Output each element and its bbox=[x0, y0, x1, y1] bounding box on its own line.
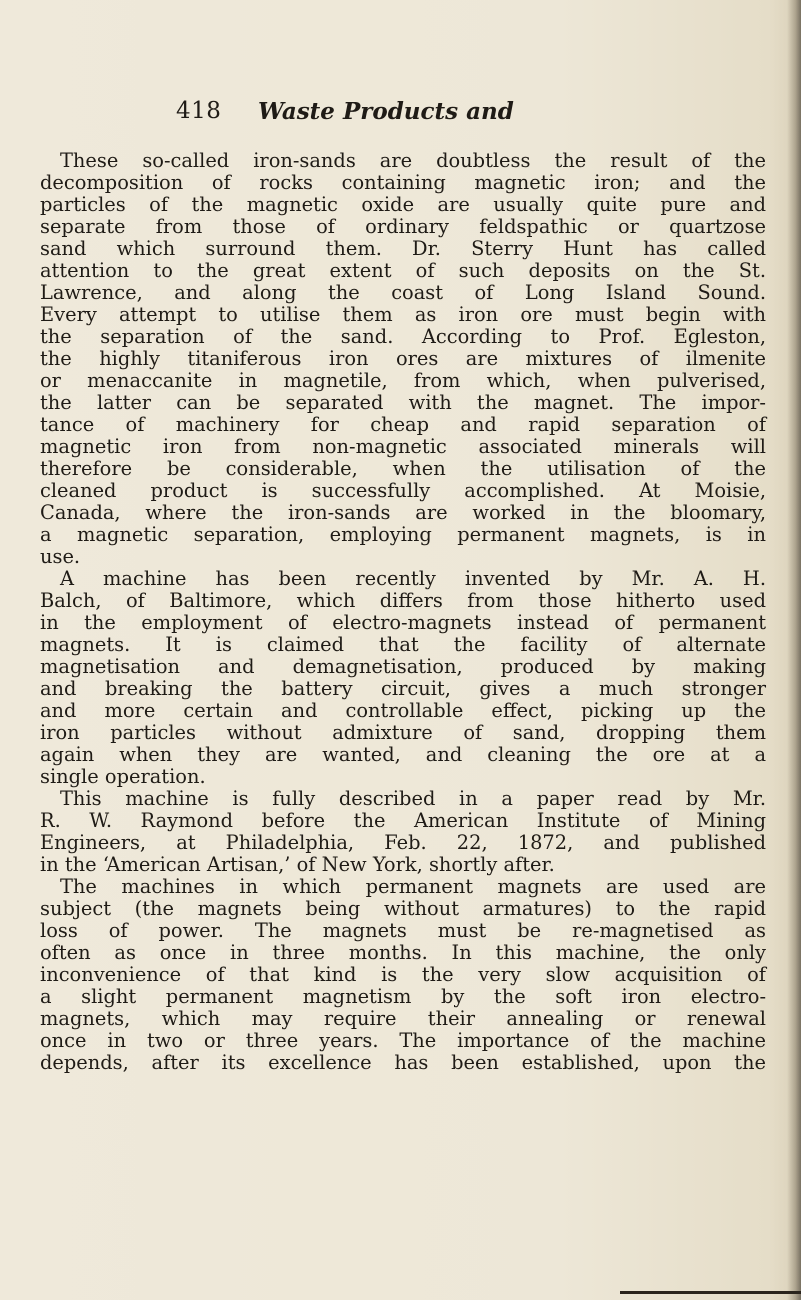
text-line: cleaned product is successfully accomplished. At Moisie, bbox=[40, 479, 766, 502]
text-line: particles of the magnetic oxide are usually quite pure and bbox=[40, 193, 766, 216]
text-line: This machine is fully described in a paper read by Mr. bbox=[60, 787, 766, 810]
page-header bbox=[176, 98, 696, 132]
text-line: iron particles without admixture of sand, dropping them bbox=[40, 721, 766, 744]
running-title: Waste Products and bbox=[258, 98, 514, 125]
text-line: again when they are wanted, and cleaning the ore at a bbox=[40, 743, 766, 766]
text-line: depends, after its excellence has been established, upon the bbox=[40, 1051, 766, 1074]
text-line: the separation of the sand. According to Prof. Egleston, bbox=[40, 325, 766, 348]
page-edge-shadow bbox=[787, 0, 801, 1300]
text-line: magnets, which may require their annealing or renewal bbox=[40, 1007, 766, 1030]
text-line: or menaccanite in magnetile, from which, when pulverised, bbox=[40, 369, 766, 392]
text-line: loss of power. The magnets must be re-magnetised as bbox=[40, 919, 766, 942]
text-line: Canada, where the iron-sands are worked in the bloomary, bbox=[40, 501, 766, 524]
text-line: These so-called iron-sands are doubtless the result of the bbox=[60, 149, 766, 172]
page-bottom-rule bbox=[620, 1291, 801, 1294]
text-line: decomposition of rocks containing magnetic iron; and the bbox=[40, 171, 766, 194]
text-line: a magnetic separation, employing permanent magnets, is in bbox=[40, 523, 766, 546]
text-line: a slight permanent magnetism by the soft iron electro- bbox=[40, 985, 766, 1008]
text-line: subject (the magnets being without armatures) to the rapid bbox=[40, 897, 766, 920]
text-line: single operation. bbox=[40, 765, 206, 788]
text-line: often as once in three months. In this machine, the only bbox=[40, 941, 766, 964]
text-line: sand which surround them. Dr. Sterry Hunt has called bbox=[40, 237, 766, 260]
text-line: in the employment of electro-magnets instead of permanent bbox=[40, 611, 766, 634]
text-line: A machine has been recently invented by Mr. A. H. bbox=[60, 567, 766, 590]
body-text bbox=[40, 150, 766, 1074]
text-line: Lawrence, and along the coast of Long Island Sound. bbox=[40, 281, 766, 304]
text-line: inconvenience of that kind is the very slow acquisition of bbox=[40, 963, 766, 986]
text-line: and more certain and controllable effect, picking up the bbox=[40, 699, 766, 722]
text-line: The machines in which permanent magnets are used are bbox=[60, 875, 766, 898]
page-number: 418 bbox=[176, 98, 222, 124]
text-line: separate from those of ordinary feldspathic or quartzose bbox=[40, 215, 766, 238]
text-line: tance of machinery for cheap and rapid separation of bbox=[40, 413, 766, 436]
text-line: magnetisation and demagnetisation, produced by making bbox=[40, 655, 766, 678]
text-line: the highly titaniferous iron ores are mixtures of ilmenite bbox=[40, 347, 766, 370]
text-line: Every attempt to utilise them as iron ore must begin with bbox=[40, 303, 766, 326]
text-line: magnetic iron from non-magnetic associated minerals will bbox=[40, 435, 766, 458]
text-line: in the ‘American Artisan,’ of New York, shortly after. bbox=[40, 853, 555, 876]
text-line: use. bbox=[40, 545, 81, 568]
text-line: magnets. It is claimed that the facility of alternate bbox=[40, 633, 766, 656]
text-line: R. W. Raymond before the American Institute of Mining bbox=[40, 809, 766, 832]
text-line: Balch, of Baltimore, which differs from those hitherto used bbox=[40, 589, 766, 612]
text-line: the latter can be separated with the magnet. The impor- bbox=[40, 391, 766, 414]
text-line: once in two or three years. The importance of the machine bbox=[40, 1029, 766, 1052]
text-line: therefore be considerable, when the utilisation of the bbox=[40, 457, 766, 480]
text-line: Engineers, at Philadelphia, Feb. 22, 1872, and published bbox=[40, 831, 766, 854]
text-line: attention to the great extent of such deposits on the St. bbox=[40, 259, 766, 282]
text-line: and breaking the battery circuit, gives a much stronger bbox=[40, 677, 766, 700]
